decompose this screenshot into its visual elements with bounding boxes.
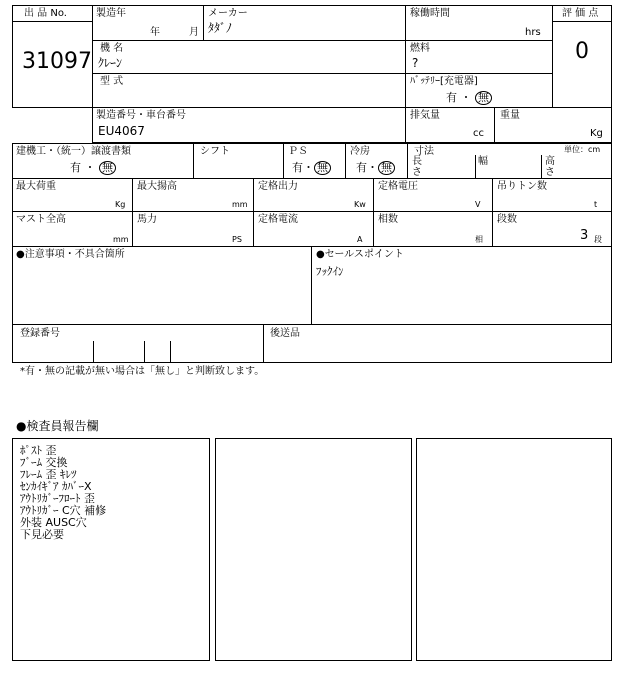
yes-text: 有 [356, 161, 367, 174]
report-line: 外装 AUSC穴 [20, 516, 87, 529]
divider [345, 143, 346, 178]
horsepower-label: 馬力 [137, 214, 157, 225]
no-circled: 無 [314, 161, 331, 175]
rated-output-label: 定格出力 [258, 181, 298, 192]
lift-ton-unit: t [594, 200, 598, 209]
model-name-value: ｸﾚｰﾝ [98, 56, 123, 70]
sales-label: ●セールスポイント [316, 249, 404, 260]
fuel-label: 燃料 [410, 43, 430, 54]
divider [283, 143, 284, 178]
mast-height-unit: mm [113, 235, 129, 244]
reg-no-label: 登録番号 [20, 328, 60, 339]
ps-yes-no [292, 161, 331, 175]
inspector-box-3 [416, 438, 612, 661]
type-label: 型 式 [100, 76, 124, 87]
divider [373, 178, 374, 247]
battery-label: ﾊﾞｯﾃﾘｰ[充電器] [410, 76, 478, 87]
registration-frame [12, 324, 612, 363]
max-lift-label: 最大揚高 [137, 181, 177, 192]
report-line: ﾌﾞｰﾑ 交換 [20, 456, 68, 469]
divider [170, 341, 171, 363]
max-lift-unit: mm [232, 200, 248, 209]
divider [552, 21, 612, 22]
divider [12, 178, 612, 179]
width-label: 幅 [478, 156, 488, 167]
rated-current-label: 定格電流 [258, 214, 298, 225]
weight-label: 重量 [500, 110, 520, 121]
model-name-label: 機 名 [100, 43, 124, 54]
lot-no-value: 31097 [22, 49, 92, 74]
mast-height-label: マスト全高 [16, 214, 66, 225]
divider [92, 5, 93, 108]
inspector-box-2 [215, 438, 412, 661]
divider [492, 178, 493, 247]
dims-label: 寸法 [414, 146, 434, 157]
ps-label: ＰＳ [288, 146, 308, 157]
cooling-label: 冷房 [350, 146, 370, 157]
displacement-label: 排気量 [410, 110, 440, 121]
divider [203, 5, 204, 40]
height-label: 高 さ [545, 156, 555, 178]
divider [311, 246, 312, 325]
mfg-year-label: 製造年 [96, 8, 126, 19]
phase-unit: 相 [475, 235, 483, 244]
max-load-label: 最大荷重 [16, 181, 56, 192]
stages-unit: 段 [594, 235, 602, 244]
no-circled: 無 [378, 161, 395, 175]
divider [541, 155, 542, 178]
divider [407, 143, 408, 178]
divider [263, 324, 264, 363]
divider [93, 341, 94, 363]
report-line: ﾎﾟｽﾄ 歪 [20, 444, 57, 457]
footnote: *有・無の記載が無い場合は「無し」と判断致します。 [20, 366, 265, 377]
divider [193, 143, 194, 178]
yes-text: 有 [446, 91, 457, 104]
sales-text: ﾌｯｸｲﾝ [316, 265, 344, 278]
dot-text: ・ [84, 161, 96, 174]
divider [144, 341, 145, 363]
yes-text: 有 [70, 161, 81, 174]
divider [132, 178, 133, 247]
report-line: ｱｳﾄﾘｶﾞｰﾌﾛｰﾄ 歪 [20, 492, 95, 505]
year-unit: 年 [150, 27, 160, 38]
lot-no-label: 出 品 No. [24, 8, 67, 19]
score-label: 評 価 点 [562, 8, 599, 19]
dims-unit: 単位：cm [564, 145, 601, 154]
stages-label: 段数 [497, 214, 517, 225]
serial-value: EU4067 [98, 124, 145, 138]
maker-value: ﾀﾀﾞﾉ [208, 21, 233, 35]
battery-yes-no [446, 91, 492, 105]
divider [12, 211, 612, 212]
displacement-unit: cc [473, 128, 484, 139]
weight-unit: Kg [590, 128, 603, 139]
max-load-unit: Kg [115, 200, 126, 209]
divider [92, 73, 552, 74]
divider [12, 21, 92, 22]
hours-unit: hrs [525, 27, 541, 38]
report-line: ｱｳﾄﾘｶﾞｰ C穴 補修 [20, 504, 107, 517]
rated-current-unit: A [357, 235, 363, 244]
report-line: ｾﾝｶｲｷﾞｱ ｶﾊﾞｰX [20, 480, 92, 493]
divider [494, 107, 495, 143]
cooling-yes-no [356, 161, 395, 175]
shift-label: シフト [200, 146, 230, 157]
month-unit: 月 [189, 27, 199, 38]
divider [92, 40, 552, 41]
dot-text: ・ [303, 161, 314, 174]
divider [475, 155, 476, 178]
divider [253, 178, 254, 247]
rated-output-unit: Kw [354, 200, 366, 209]
dot-text: ・ [460, 91, 472, 104]
doc-yes-no [70, 161, 116, 175]
stages-value: 3 [580, 228, 589, 243]
hours-label: 稼働時間 [410, 8, 450, 19]
caution-label: ●注意事項・不具合箇所 [16, 249, 125, 260]
divider [405, 107, 406, 143]
lift-ton-label: 吊りトン数 [497, 181, 547, 192]
inspector-title: ●検査員報告欄 [16, 419, 99, 433]
no-circled: 無 [99, 161, 116, 175]
rated-voltage-label: 定格電圧 [378, 181, 418, 192]
report-line: 下見必要 [20, 528, 64, 541]
horsepower-unit: PS [232, 235, 242, 244]
maker-label: メーカー [208, 8, 248, 19]
score-value: 0 [575, 39, 589, 64]
no-circled: 無 [475, 91, 492, 105]
transport-label: 後送品 [270, 328, 300, 339]
report-line: ﾌﾚｰﾑ 歪 ｷﾚﾂ [20, 468, 77, 481]
length-label: 長 さ [412, 156, 422, 178]
inspector-lines [20, 445, 106, 541]
phase-label: 相数 [378, 214, 398, 225]
yes-text: 有 [292, 161, 303, 174]
specs-frame [12, 143, 612, 247]
doc-label: 建機工・（統一）譲渡書類 [16, 146, 131, 157]
fuel-value: ? [412, 56, 419, 70]
serial-label: 製造番号・車台番号 [96, 110, 186, 121]
dot-text: ・ [367, 161, 378, 174]
divider [405, 5, 406, 108]
rated-voltage-unit: V [475, 200, 481, 209]
